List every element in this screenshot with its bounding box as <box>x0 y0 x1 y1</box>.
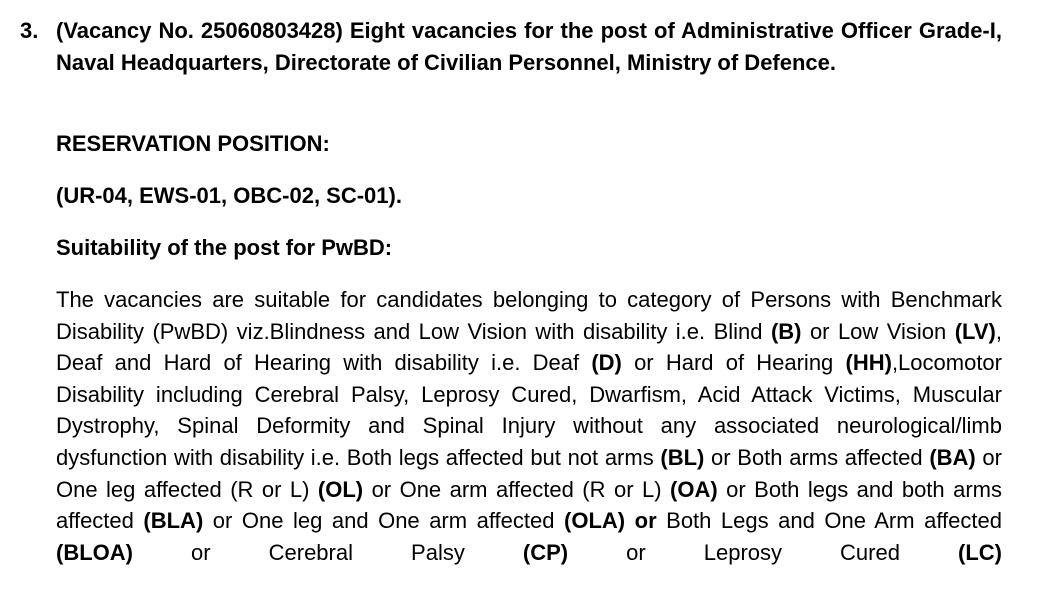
text-segment: or One arm affected (R or L) <box>363 476 671 502</box>
code-cp: (CP) <box>522 539 569 565</box>
suitability-label: Suitability of the post for PwBD: <box>56 235 393 260</box>
code-lv: (LV) <box>954 318 996 344</box>
vacancy-title: (Vacancy No. 25060803428) Eight vacancies for the post of Administrative Officer Grade-I, Naval Headquarters, Directorate of Civilian Personnel, Ministry of Defence. <box>56 18 1002 75</box>
code-b: (B) <box>770 318 802 344</box>
code-lc: (LC) <box>958 539 1002 565</box>
text-segment: or One leg affected (R or L) <box>56 444 1002 502</box>
text-segment: or Both arms affected <box>704 444 930 470</box>
or-bold: or <box>634 508 657 534</box>
text-segment: or One leg and One arm affected <box>203 508 564 534</box>
text-segment: or Low Vision <box>801 318 955 344</box>
code-bloa: (BLOA) <box>56 539 133 565</box>
text-segment: or Hard of Hearing <box>621 350 846 376</box>
text-segment: Both Legs and One Arm affected <box>656 508 1002 534</box>
text-segment: or Both legs and both arms affected <box>56 476 1002 534</box>
text-segment <box>625 508 635 533</box>
text-segment: or Leprosy Cured <box>568 539 959 565</box>
code-ola: (OLA) <box>564 508 626 534</box>
code-bla: (BLA) <box>143 508 204 534</box>
code-bl: (BL) <box>660 444 705 470</box>
code-hh: (HH) <box>845 350 892 376</box>
reservation-label: RESERVATION POSITION: <box>56 131 330 156</box>
reservation-value: (UR-04, EWS-01, OBC-02, SC-01). <box>56 183 402 208</box>
text-segment: or Cerebral Palsy <box>132 539 523 565</box>
text-segment: , Deaf and Hard of Hearing with disability i.e. Deaf <box>56 318 1002 376</box>
code-ol: (OL) <box>317 476 364 502</box>
code-oa: (OA) <box>670 476 718 502</box>
text-segment: ,Locomotor Disability including Cerebral Palsy, Leprosy Cured, Dwarfism, Acid Attack Victims, Muscular Dystrophy, Spinal Deformity and Spinal Injury without any associated neurological/limb dysfunction with disability i.e. Both legs affected but not arms <box>56 350 1002 470</box>
suitability-paragraph <box>56 284 1002 568</box>
item-number: 3. <box>20 18 39 43</box>
text-intro: The vacancies are suitable for candidates belonging to category of Persons with Benchmark Disability (PwBD) viz.Blindness and Low Vision with disability i.e. Blind <box>56 287 1002 344</box>
code-ba: (BA) <box>929 444 976 470</box>
code-d: (D) <box>591 350 622 376</box>
